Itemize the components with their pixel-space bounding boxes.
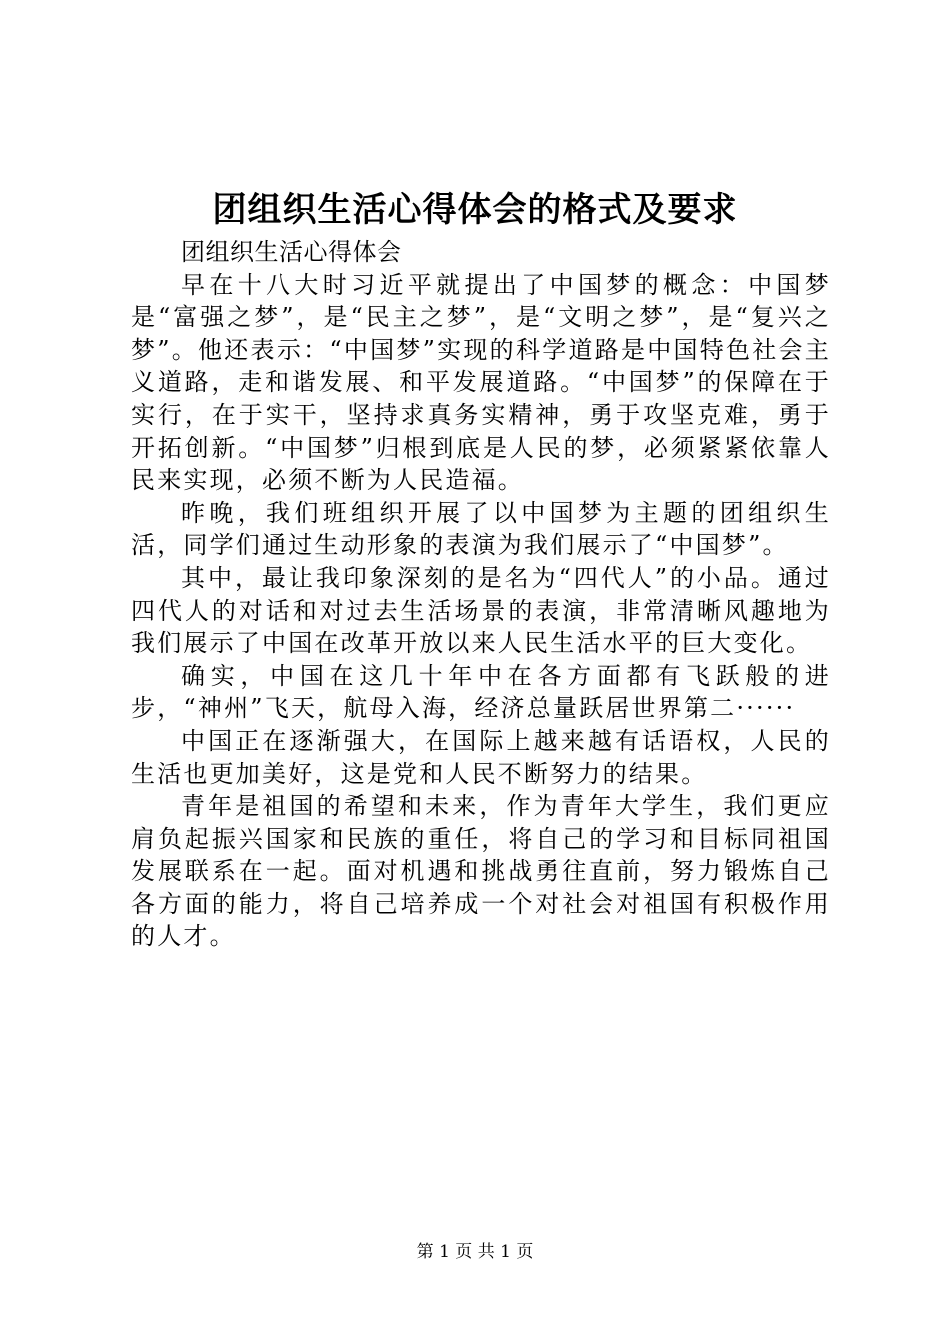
- page-footer: 第 1 页 共 1 页: [416, 1242, 534, 1262]
- paragraph-6: 青年是祖国的希望和未来，作为青年大学生，我们更应肩负起振兴国家和民族的重任，将自己的学习和目标同祖国发展联系在一起。面对机遇和挑战勇往直前，努力锻炼自己各方面的能力，将自己培养成一个对社会对祖国有积极作用的人才。: [131, 792, 831, 951]
- document-title: 团组织生活心得体会的格式及要求: [212, 190, 738, 230]
- document-subtitle: 团组织生活心得体会: [181, 238, 402, 266]
- document-body: [131, 236, 831, 953]
- paragraph-5: 中国正在逐渐强大，在国际上越来越有话语权，人民的生活也更加美好，这是党和人民不断努力的结果。: [131, 726, 831, 788]
- paragraph-2: 昨晚，我们班组织开展了以中国梦为主题的团组织生活，同学们通过生动形象的表演为我们展示了“中国梦”。: [131, 498, 831, 560]
- paragraph-4: 确实，中国在这几十年中在各方面都有飞跃般的进步，“神州”飞天，航母入海，经济总量跃居世界第二······: [131, 661, 831, 723]
- paragraph-1: 早在十八大时习近平就提出了中国梦的概念：中国梦是“富强之梦”，是“民主之梦”，是“文明之梦”，是“复兴之梦”。他还表示：“中国梦”实现的科学道路是中国特色社会主义道路，走和谐发展、和平发展道路。“中国梦”的保障在于实行，在于实干，坚持求真务实精神，勇于攻坚克难，勇于开拓创新。“中国梦”归根到底是人民的梦，必须紧紧依靠人民来实现，必须不断为人民造福。: [131, 270, 831, 495]
- paragraph-3: 其中，最让我印象深刻的是名为“四代人”的小品。通过四代人的对话和对过去生活场景的表演，非常清晰风趣地为我们展示了中国在改革开放以来人民生活水平的巨大变化。: [131, 563, 831, 658]
